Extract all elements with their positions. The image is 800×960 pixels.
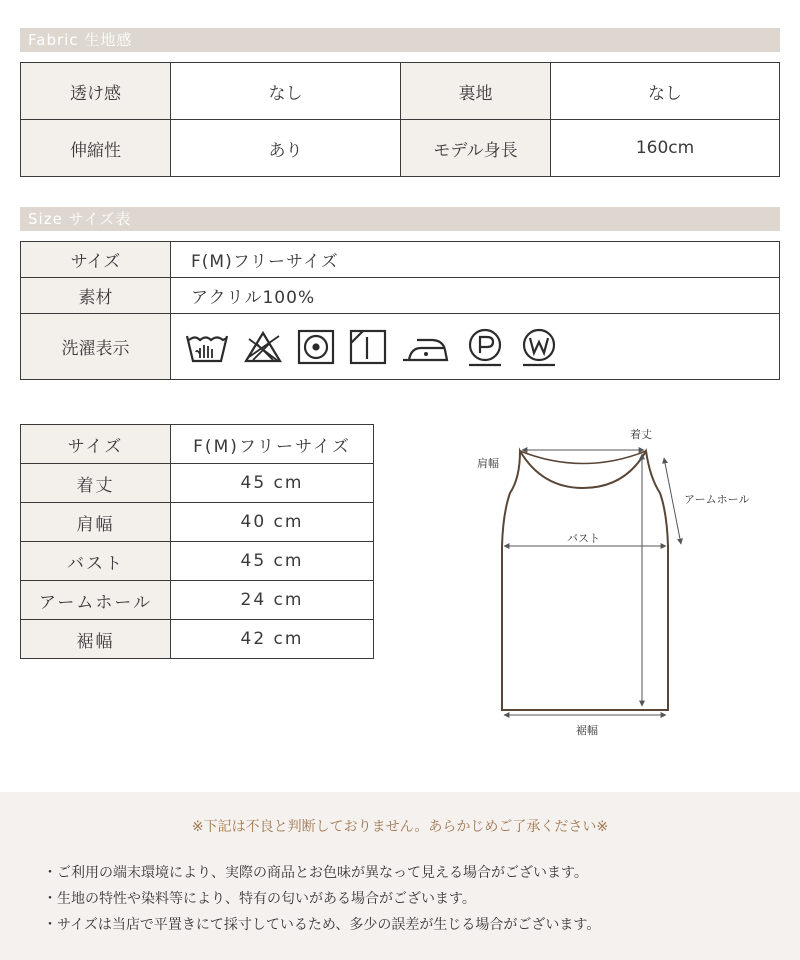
fabric-table bbox=[20, 62, 780, 177]
table-row bbox=[21, 278, 780, 314]
size-section-title: Size サイズ表 bbox=[20, 207, 780, 231]
note-line: ・生地の特性や染料等により、特有の匂いがある場合がございます。 bbox=[43, 891, 476, 907]
fabric-label: 伸縮性 bbox=[21, 120, 171, 177]
diagram-shoulder-label: 肩幅 bbox=[477, 457, 499, 470]
care-label: 洗濯表示 bbox=[21, 314, 171, 380]
line-dry-shade-icon bbox=[349, 329, 387, 365]
measurement-label: バスト bbox=[21, 542, 171, 581]
note-line: ・サイズは当店で平置きにて採寸しているため、多少の誤差が生じる場合がございます。 bbox=[43, 917, 601, 933]
table-row bbox=[21, 63, 780, 120]
fabric-value: なし bbox=[171, 63, 401, 120]
table-row bbox=[21, 503, 374, 542]
note-line: ・ご利用の端末環境により、実際の商品とお色味が異なって見える場合がございます。 bbox=[43, 865, 588, 881]
dry-clean-p-icon bbox=[465, 327, 505, 367]
table-row bbox=[21, 120, 780, 177]
measurement-label: 着丈 bbox=[21, 464, 171, 503]
table-row bbox=[21, 242, 780, 278]
table-row bbox=[21, 581, 374, 620]
fabric-value: 160cm bbox=[551, 120, 780, 177]
measurement-value: 40 cm bbox=[171, 503, 374, 542]
hand-wash-icon bbox=[185, 330, 229, 364]
measurement-header-label: サイズ bbox=[21, 425, 171, 464]
fabric-section-title: Fabric 生地感 bbox=[20, 28, 780, 52]
diagram-length-label: 着丈 bbox=[630, 428, 652, 441]
fabric-value: なし bbox=[551, 63, 780, 120]
size-label: サイズ bbox=[21, 242, 171, 278]
size-value: F(M)フリーサイズ bbox=[171, 242, 780, 278]
material-value: アクリル100% bbox=[171, 278, 780, 314]
diagram-armhole-label: アームホール bbox=[684, 493, 750, 506]
material-label: 素材 bbox=[21, 278, 171, 314]
measurement-value: 45 cm bbox=[171, 542, 374, 581]
measurement-table bbox=[20, 424, 374, 659]
table-row bbox=[21, 620, 374, 659]
fabric-label: 裏地 bbox=[401, 63, 551, 120]
diagram-hem-label: 裾幅 bbox=[576, 724, 598, 737]
garment-diagram bbox=[470, 418, 780, 748]
table-row bbox=[21, 425, 374, 464]
wet-clean-w-icon bbox=[519, 327, 559, 367]
size-info-table bbox=[20, 241, 780, 380]
no-bleach-icon bbox=[243, 330, 283, 364]
measurement-label: 裾幅 bbox=[21, 620, 171, 659]
care-icons-cell bbox=[171, 314, 780, 380]
table-row bbox=[21, 542, 374, 581]
measurement-header-value: F(M)フリーサイズ bbox=[171, 425, 374, 464]
measurement-label: アームホール bbox=[21, 581, 171, 620]
diagram-bust-label: バスト bbox=[567, 532, 600, 545]
table-row bbox=[21, 314, 780, 380]
care-icons bbox=[185, 327, 779, 367]
measurement-value: 45 cm bbox=[171, 464, 374, 503]
measurement-value: 42 cm bbox=[171, 620, 374, 659]
fabric-label: モデル身長 bbox=[401, 120, 551, 177]
notes-heading: ※下記は不良と判断しておりません。あらかじめご了承ください※ bbox=[191, 819, 609, 835]
garment-outline bbox=[470, 418, 780, 748]
iron-low-icon bbox=[401, 332, 451, 362]
measurement-label: 肩幅 bbox=[21, 503, 171, 542]
measurement-value: 24 cm bbox=[171, 581, 374, 620]
fabric-label: 透け感 bbox=[21, 63, 171, 120]
notes-section bbox=[0, 792, 800, 960]
fabric-value: あり bbox=[171, 120, 401, 177]
tumble-dry-icon bbox=[297, 329, 335, 365]
table-row bbox=[21, 464, 374, 503]
